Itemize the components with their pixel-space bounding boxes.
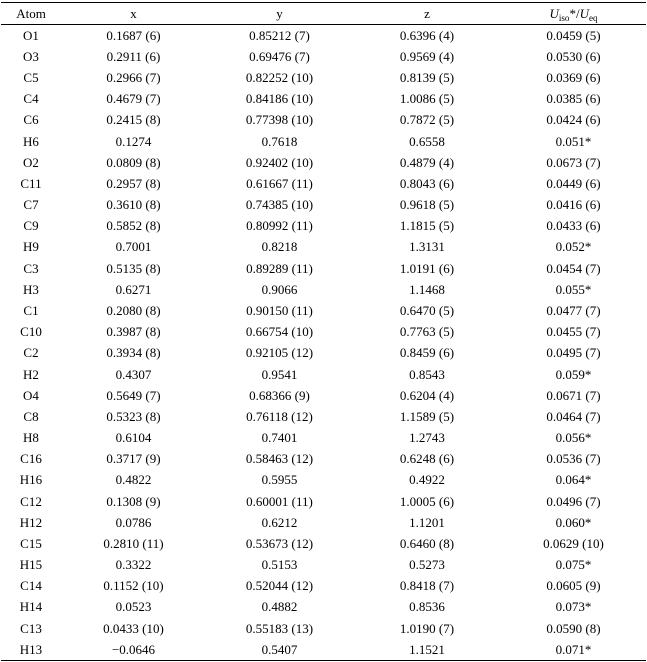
cell-z: 1.2743	[409, 430, 445, 446]
cell-z: 0.6460 (8)	[399, 535, 455, 551]
cell-y: 0.7618	[261, 133, 298, 149]
cell-z: 0.4922	[409, 472, 445, 488]
cell-x: 0.2911 (6)	[106, 48, 161, 64]
cell-z: 1.3131	[409, 239, 445, 255]
cell-x: 0.2415 (8)	[106, 112, 161, 128]
cell-atom: H2	[23, 366, 39, 382]
cell-y: 0.69476 (7)	[249, 48, 310, 64]
cell-z: 0.9569 (4)	[399, 48, 455, 64]
cell-y: 0.77398 (10)	[245, 112, 314, 128]
cell-atom: O4	[23, 387, 39, 403]
cell-y: 0.68366 (9)	[249, 387, 310, 403]
cell-y: 0.76118 (12)	[246, 408, 313, 424]
cell-atom: H13	[19, 641, 43, 657]
cell-atom: H6	[23, 133, 39, 149]
table-row	[1, 385, 646, 406]
table-row	[1, 152, 646, 173]
cell-u: 0.0369 (6)	[546, 70, 601, 86]
cell-u: 0.0629 (10)	[543, 535, 604, 551]
cell-x: 0.4679 (7)	[106, 91, 161, 107]
cell-u: 0.0495 (7)	[546, 345, 601, 361]
header-x: x	[130, 5, 137, 21]
cell-atom: C3	[23, 260, 39, 276]
cell-u: 0.0385 (6)	[546, 91, 601, 107]
table-row	[1, 300, 646, 321]
cell-x: 0.2957 (8)	[106, 175, 161, 191]
cell-x: 0.3717 (9)	[106, 451, 161, 467]
cell-y: 0.92402 (10)	[245, 154, 314, 170]
cell-z: 0.6204 (4)	[399, 387, 455, 403]
atomic-coordinates-table	[1, 2, 646, 661]
cell-z: 1.0005 (6)	[399, 493, 455, 509]
table-row	[1, 470, 646, 491]
cell-z: 0.8536	[409, 599, 445, 615]
cell-u: 0.0605 (9)	[546, 578, 601, 594]
cell-y: 0.9066	[261, 281, 298, 297]
cell-y: 0.66754 (10)	[245, 324, 314, 340]
table-row	[1, 173, 646, 194]
cell-atom: O1	[23, 27, 39, 43]
cell-z: 0.6248 (6)	[399, 451, 455, 467]
table-row	[1, 68, 646, 89]
table-row	[1, 554, 646, 575]
cell-x: 0.5323 (8)	[106, 408, 161, 424]
header-y: y	[276, 5, 283, 21]
table-row	[1, 46, 646, 67]
cell-atom: C12	[20, 493, 42, 509]
table-row	[1, 491, 646, 512]
header-atom: Atom	[16, 5, 46, 21]
cell-atom: C10	[20, 324, 42, 340]
header-u-separator: */	[569, 5, 580, 21]
cell-u: 0.0424 (6)	[546, 112, 601, 128]
cell-y: 0.5407	[261, 641, 298, 657]
cell-u: 0.060*	[555, 514, 592, 530]
table-header-row	[1, 3, 646, 25]
cell-u: 0.0464 (7)	[546, 408, 601, 424]
cell-x: 0.0433 (10)	[103, 620, 164, 636]
cell-u: 0.0416 (6)	[546, 197, 601, 213]
cell-z: 0.4879 (4)	[399, 154, 455, 170]
cell-x: 0.0786	[115, 514, 152, 530]
cell-y: 0.7401	[261, 430, 298, 446]
table-row	[1, 512, 646, 533]
cell-y: 0.82252 (10)	[245, 70, 314, 86]
cell-u: 0.052*	[555, 239, 592, 255]
cell-atom: C9	[23, 218, 39, 234]
cell-y: 0.85212 (7)	[249, 27, 310, 43]
cell-y: 0.5955	[261, 472, 298, 488]
table-row	[1, 597, 646, 618]
cell-y: 0.90150 (11)	[246, 302, 313, 318]
cell-x: 0.3610 (8)	[106, 197, 161, 213]
table-row	[1, 110, 646, 131]
cell-x: 0.7001	[115, 239, 152, 255]
cell-x: 0.5852 (8)	[106, 218, 161, 234]
cell-z: 1.1201	[409, 514, 445, 530]
cell-atom: C11	[20, 175, 42, 191]
table-row	[1, 89, 646, 110]
cell-atom: C15	[20, 535, 42, 551]
cell-u: 0.051*	[555, 133, 592, 149]
cell-u: 0.056*	[555, 430, 592, 446]
cell-u: 0.064*	[555, 472, 592, 488]
cell-atom: C8	[23, 408, 39, 424]
cell-x: 0.3322	[115, 557, 152, 573]
cell-atom: H9	[23, 239, 39, 255]
table-row	[1, 279, 646, 300]
table-row	[1, 237, 646, 258]
cell-atom: C16	[20, 451, 42, 467]
cell-u: 0.0530 (6)	[546, 48, 601, 64]
table-row	[1, 576, 646, 597]
cell-u: 0.059*	[555, 366, 592, 382]
cell-z: 1.0086 (5)	[399, 91, 455, 107]
cell-z: 0.8139 (5)	[399, 70, 455, 86]
table-row	[1, 406, 646, 427]
cell-atom: C1	[23, 302, 39, 318]
cell-u: 0.0477 (7)	[546, 302, 601, 318]
cell-y: 0.80992 (11)	[246, 218, 313, 234]
cell-x: 0.6271	[115, 281, 152, 297]
cell-y: 0.4882	[261, 599, 298, 615]
cell-y: 0.58463 (12)	[245, 451, 314, 467]
cell-atom: H14	[19, 599, 43, 615]
cell-y: 0.5153	[261, 557, 298, 573]
cell-x: 0.4307	[115, 366, 152, 382]
cell-x: 0.2080 (8)	[106, 302, 161, 318]
table-row	[1, 343, 646, 364]
cell-z: 0.8543	[409, 366, 445, 382]
cell-y: 0.89289 (11)	[246, 260, 313, 276]
cell-atom: H12	[19, 514, 43, 530]
table-body	[1, 25, 646, 661]
cell-atom: O3	[23, 48, 39, 64]
cell-atom: C13	[20, 620, 42, 636]
table-row	[1, 364, 646, 385]
cell-z: 0.7872 (5)	[399, 112, 455, 128]
cell-z: 0.6396 (4)	[399, 27, 455, 43]
cell-u: 0.055*	[555, 281, 592, 297]
cell-atom: C14	[20, 578, 42, 594]
cell-z: 0.8459 (6)	[399, 345, 455, 361]
cell-y: 0.92105 (12)	[245, 345, 314, 361]
cell-x: 0.2810 (11)	[103, 535, 164, 551]
cell-z: 0.6558	[409, 133, 445, 149]
cell-x: 0.5649 (7)	[106, 387, 161, 403]
header-u-eq-subscript: eq	[588, 12, 598, 23]
cell-x: 0.3987 (8)	[106, 324, 161, 340]
table-row	[1, 618, 646, 639]
cell-u: 0.075*	[555, 557, 592, 573]
cell-atom: C7	[23, 197, 39, 213]
cell-u: 0.0590 (8)	[546, 620, 601, 636]
table-row	[1, 427, 646, 448]
cell-u: 0.0536 (7)	[546, 451, 601, 467]
cell-z: 1.0191 (6)	[399, 260, 455, 276]
cell-atom: C5	[23, 70, 39, 86]
cell-x: 0.1687 (6)	[106, 27, 161, 43]
cell-z: 0.8043 (6)	[399, 175, 455, 191]
table-row	[1, 258, 646, 279]
cell-x: −0.0646	[111, 641, 156, 657]
cell-y: 0.52044 (12)	[245, 578, 314, 594]
header-displacement	[501, 3, 646, 25]
table-row	[1, 131, 646, 152]
cell-z: 1.1521	[409, 641, 445, 657]
header-u-iso-letter: U	[549, 5, 559, 21]
cell-y: 0.6212	[261, 514, 298, 530]
cell-x: 0.1274	[115, 133, 152, 149]
table-row	[1, 639, 646, 661]
cell-z: 1.1468	[409, 281, 445, 297]
cell-atom: H15	[19, 557, 43, 573]
cell-u: 0.0449 (6)	[546, 175, 601, 191]
cell-y: 0.61667 (11)	[246, 175, 313, 191]
cell-z: 0.8418 (7)	[399, 578, 455, 594]
cell-z: 1.1589 (5)	[399, 408, 455, 424]
cell-z: 0.6470 (5)	[399, 302, 455, 318]
cell-z: 0.7763 (5)	[399, 324, 455, 340]
table-row	[1, 449, 646, 470]
table-row	[1, 216, 646, 237]
cell-u: 0.0459 (5)	[546, 27, 601, 43]
cell-atom: H3	[23, 281, 39, 297]
header-z: z	[424, 5, 430, 21]
cell-y: 0.53673 (12)	[245, 535, 314, 551]
cell-u: 0.073*	[555, 599, 592, 615]
header-u-eq-letter: U	[579, 5, 589, 21]
table-row	[1, 533, 646, 554]
cell-x: 0.1152 (10)	[103, 578, 164, 594]
cell-x: 0.1308 (9)	[106, 493, 161, 509]
cell-y: 0.74385 (10)	[245, 197, 314, 213]
cell-x: 0.6104	[115, 430, 152, 446]
cell-y: 0.8218	[261, 239, 298, 255]
cell-x: 0.0523	[115, 599, 152, 615]
cell-x: 0.4822	[115, 472, 152, 488]
cell-u: 0.0671 (7)	[546, 387, 601, 403]
cell-y: 0.9541	[261, 366, 298, 382]
cell-u: 0.071*	[555, 641, 592, 657]
cell-atom: H8	[23, 430, 39, 446]
cell-u: 0.0455 (7)	[546, 324, 601, 340]
cell-y: 0.84186 (10)	[245, 91, 314, 107]
cell-x: 0.0809 (8)	[106, 154, 161, 170]
cell-atom: C4	[23, 91, 39, 107]
cell-z: 0.9618 (5)	[399, 197, 455, 213]
cell-atom: H16	[19, 472, 43, 488]
cell-x: 0.2966 (7)	[106, 70, 161, 86]
cell-z: 1.1815 (5)	[399, 218, 455, 234]
table-row	[1, 25, 646, 47]
cell-y: 0.60001 (11)	[246, 493, 313, 509]
cell-u: 0.0454 (7)	[546, 260, 601, 276]
cell-atom: O2	[23, 154, 39, 170]
cell-z: 0.5273	[409, 557, 445, 573]
cell-atom: C6	[23, 112, 39, 128]
cell-y: 0.55183 (13)	[245, 620, 314, 636]
table-row	[1, 195, 646, 216]
cell-atom: C2	[23, 345, 39, 361]
cell-u: 0.0496 (7)	[546, 493, 601, 509]
cell-u: 0.0433 (6)	[546, 218, 601, 234]
cell-u: 0.0673 (7)	[546, 154, 601, 170]
cell-x: 0.3934 (8)	[106, 345, 161, 361]
header-u-iso-subscript: iso	[558, 12, 570, 23]
table-row	[1, 322, 646, 343]
cell-x: 0.5135 (8)	[106, 260, 161, 276]
cell-z: 1.0190 (7)	[399, 620, 455, 636]
